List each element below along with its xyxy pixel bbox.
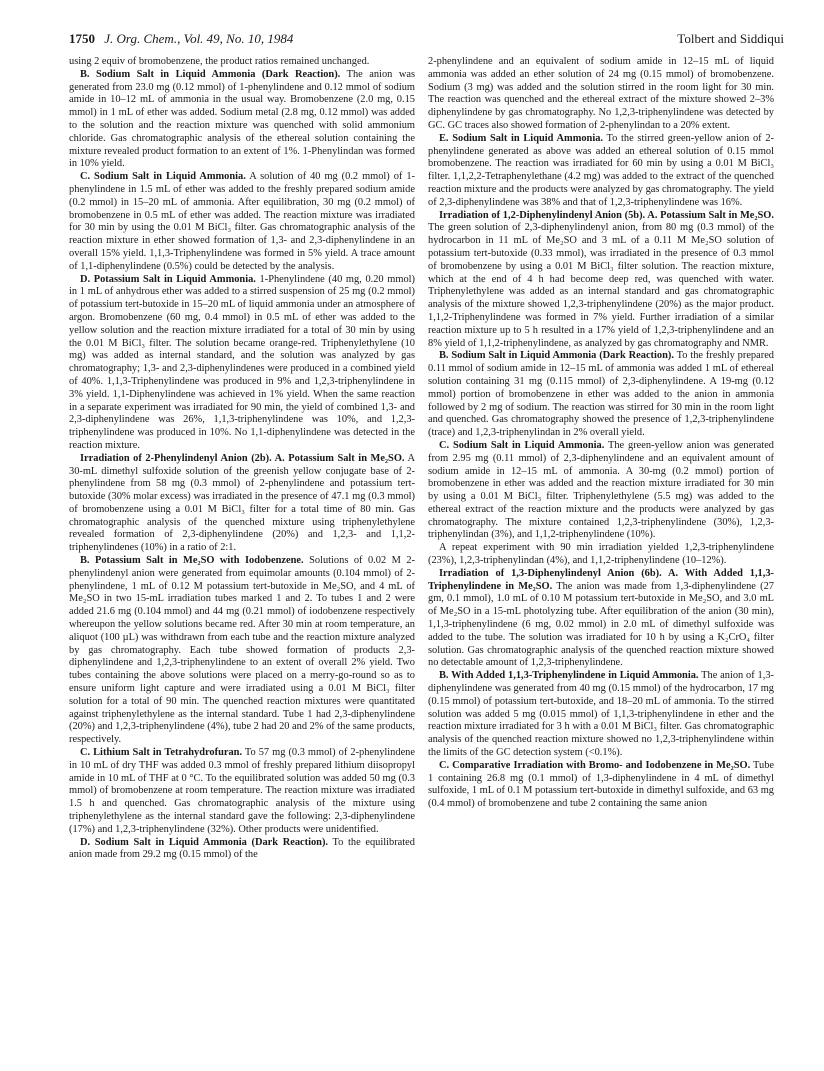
paragraph-text: To the equilibrated anion made from 29.2 mg (0.15 mmol) of the: [69, 836, 415, 861]
paragraph: [428, 350, 774, 440]
paragraph-text: The green-yellow anion was generated from 2.95 mg (0.11 mmol) of 2,3-diphenylindene and an equivalent amount of sodium amide in 12–15 mL of ammonia. A 30-mg (0.2 mmol) portion of bromobenzene in ether was added and the reaction mixture irradiated for 30 min by using a 0.01 M BiCl₃ filter. Triphenylethylene (5.5 mg) was added to the ethereal extract of the reaction mixture and the products were analyzed by gas chromatography. The mixture contained 1,2,3-triphenylindene (30%), 1,2,3-triphenylindan (3%), and 1,1,2-triphenylindene (10%).: [428, 439, 774, 541]
paragraph-heading: B. Potassium Salt in Me₂SO with Iodobenzene.: [80, 555, 304, 567]
paragraph: [428, 760, 774, 811]
paragraph-text: To the stirred green-yellow anion of 2-phenylindene generated as above was added an ethereal solution of 0.15 mmol bromobenzene. The reaction was irradiated for 60 min by using a 0.01 M BiCl₃ filter. 1,1,2,2-Tetraphenylethane (4.2 mg) was added to the extract of the quenched reaction mixture and the products were analyzed by gas chromatography. The yield of 2,3-diphenylindene was 38% and that of 1,2,3-triphenylindene was 16%.: [428, 132, 774, 208]
paragraph-text: Tube 1 containing 26.8 mg (0.1 mmol) of 1,3-diphenylindene in 4 mL of dimethyl sulfoxide, 1 mL of 0.1 M potassium tert-butoxide in dimethyl sulfoxide, and 63 mg (0.4 mmol) of bromobenzene and tube 2 containing the same anion: [428, 759, 774, 810]
paragraph-heading: C. Comparative Irradiation with Bromo- and Iodobenzene in Me₂SO.: [439, 759, 751, 771]
paragraph-heading: Irradiation of 1,2-Diphenylindenyl Anion (5b). A. Potassium Salt in Me₂SO.: [439, 209, 774, 221]
paragraph-heading: C. Sodium Salt in Liquid Ammonia.: [80, 171, 246, 183]
paragraph-heading: B. With Added 1,1,3-Triphenylindene in Liquid Ammonia.: [439, 670, 699, 682]
paragraph: [428, 56, 774, 133]
paragraph-heading: E. Sodium Salt in Liquid Ammonia.: [439, 132, 604, 144]
paragraph-text: Solutions of 0.02 M 2-phenylindenyl anion were generated from equimolar amounts (0.104 mmol) of 2-phenylindene, 1 mL of 0.12 M potassium tert-butoxide in Me₂SO, and 4 mL of Me₂SO in two 15-mL irradiation tubes marked 1 and 2. To tubes 1 and 2 were added 21.6 mg (0.104 mmol) and 44 mg (0.21 mmol) of iodobenzene respectively whereupon the yellow solutions became red. After 30 min at room temperature, an aliquot (100 µL) was withdrawn from each tube and the reaction mixture analyzed by gas chromatography. Each tube showed formation of products 2,3-diphenylindene and 1,2,3-triphenylindene to an extent of overall 2% yield. Two tubes containing the above solutions were placed on a merry-go-round so as to ensure uniform light capture and were irradiated using a 0.01 M BiCl₃ filter solution for a total of 90 min. The quenched reaction mixtures were quantitated against triphenylethylene as the internal standard. Tube 1 had 2,3-diphenylindene (20%) and 1,2,3-triphenylindene (4%), tube 2 had 20 and 2% of the same products, respectively.: [69, 555, 415, 746]
paragraph-heading: Irradiation of 2-Phenylindenyl Anion (2b). A. Potassium Salt in Me₂SO.: [80, 452, 405, 464]
paragraph: [428, 670, 774, 760]
paragraph-heading: D. Sodium Salt in Liquid Ammonia (Dark Reaction).: [80, 836, 329, 848]
journal-citation: J. Org. Chem., Vol. 49, No. 10, 1984: [104, 31, 294, 46]
paragraph-heading: B. Sodium Salt in Liquid Ammonia (Dark Reaction).: [439, 350, 674, 362]
page-number: 1750: [69, 31, 95, 46]
paragraph: [69, 747, 415, 837]
paragraph-text: using 2 equiv of bromobenzene, the product ratios remained unchanged.: [69, 56, 370, 67]
paragraph-heading: Irradiation of 1,3-Diphenylindenyl Anion (6b). A. With Added 1,1,3-Triphenylindene in Me₂SO.: [428, 567, 774, 592]
paragraph-heading: C. Sodium Salt in Liquid Ammonia.: [439, 439, 605, 451]
paragraph: [428, 568, 774, 670]
paragraph: [69, 555, 415, 747]
paragraph: [69, 56, 415, 69]
paragraph-text: The anion was made from 1,3-diphenylindene (27 gm, 0.1 mmol), 1.0 mL of 0.10 M potassium tert-butoxide in Me₂SO, and 3.0 mL of Me₂SO in a 15-mL photolyzing tube. After equilibration of the anion (30 min), 1,1,3-triphenylindene (6 mg, 0.02 mmol) in 2.0 mL of dimethyl sulfoxide was added to the tube. The solution was irradiated for 10 h by using a K₂CrO₄ filter solution. Gas chromatographic analysis of the quenched reaction mixture showed no detectable amount of 1,2,3-triphenylindene.: [428, 580, 774, 669]
paragraph: [428, 542, 774, 568]
paragraph: [69, 171, 415, 273]
paragraph-heading: D. Potassium Salt in Liquid Ammonia.: [80, 273, 256, 285]
paragraph-text: The anion was generated from 23.0 mg (0.12 mmol) of 1-phenylindene and 0.12 mmol of sodium amide in 10–12 mL of ammonia in the usual way. Bromobenzene (2.0 mg, 0.15 mmol) in 1 mL of ether was added. Sodium metal (2.8 mg, 0.12 mmol) was added to the solution and the reaction mixture was quenched with solid ammonium chloride. Gas chromatographic analysis of the ethereal solution containing the mixture revealed product formation to an extent of 1%. 1-Phenylindan was formed in 10% yield.: [69, 68, 415, 170]
paragraph-text: The anion of 1,3-diphenylindene was generated from 40 mg (0.15 mmol) of the hydrocarbon, 17 mg (0.15 mmol) of potassium tert-butoxide, and 18–20 mL of ammonia. To the stirred solution was added 5 mg (0.015 mmol) of 1,1,3-triphenylindene in ether and the reaction mixture irradiated for 3 h with a 0.01 M BiCl₃ filter. Gas chromatographic analysis of the quenched reaction mixture showed no 1,2,3-triphenylindene within the limits of the GC detection system (<0.1%).: [428, 670, 774, 759]
paragraph-text: A 30-mL dimethyl sulfoxide solution of the greenish yellow conjugate base of 2-phenylindene from 58 mg (0.3 mmol) of 2-phenylindene and potassium tert-butoxide (30% molar excess) was irradiated in the presence of 47.1 mg (0.3 mmol) of bromobenzene using a 0.01 M BiCl₃ filter for a total time of 80 min. Gas chromatographic analysis of the quenched mixture using triphenylethylene revealed formation of 2,3-diphenylindene (20%) and 1,2,3- and 1,1,2-triphenylindenes (10%) in a ratio of 2:1.: [69, 452, 415, 554]
paragraph: [69, 837, 415, 863]
paragraph-text: A solution of 40 mg (0.2 mmol) of 1-phenylindene in 1.5 mL of ether was added to the freshly prepared sodium amide (0.2 mmol) in 15–20 mL of ammonia. After equilibration, 30 mg (0.2 mmol) of bromobenzene in 0.5 mL of ether was added. The reaction mixture was irradiated for 30 min by using the 0.01 M BiCl₃ filter. Gas chromatographic analysis of the reaction mixture in ether showed formation of 1,3- and 2,3-diphenylindene in an overall 15% yield. 1,1,3-Triphenylindene was formed in 5% yield. A trace amount of 1,1-diphenylindene (0.5%) could be detected by the analysis.: [69, 171, 415, 272]
paragraph-text: To the freshly prepared 0.11 mmol of sodium amide in 12–15 mL of ammonia was added 1 mL of ethereal solution containing 31 mg (0.115 mmol) of 2,3-diphenylindene. A 19-mg (0.12 mmol) portion of bromobenzene in ether was added to the anion in ammonia followed by 2 mg of sodium. The reaction was stirred for 30 min in the room light and quenched. Gas chromatography showed the presence of 1,2,3-triphenylindene (trace) and 1,2,3-triphenylindan in 2% overall yield.: [428, 350, 775, 439]
paragraph-text: 2-phenylindene and an equivalent of sodium amide in 12–15 mL of liquid ammonia was added an ether solution of 24 mg (0.15 mmol) of bromobenzene. Sodium (3 mg) was added and the solution stirred in the room light for 30 min. The reaction was quenched and the ethereal extract of the mixture showed 2–3% diphenylindene by gas chromatography. No 1,2,3-triphenylindene was detected by GC. GC traces also showed formation of 2-phenylindan to a 20% extent.: [428, 56, 774, 131]
paragraph-text: To 57 mg (0.3 mmol) of 2-phenylindene in 10 mL of dry THF was added 0.3 mmol of freshly prepared lithium diisopropyl amide in 10 mL of THF at 0 °C. To the equilibrated solution was added 50 mg (0.3 mmol) of bromobenzene at room temperature. The reaction mixture was irradiated 1.5 h and quenched. Gas chromatographic analysis of the mixture using triphenylethylene as the internal standard gave the following: 2,3-diphenylindene (17%) and 1,2,3-triphenylindene (32%). Other products were unidentified.: [69, 747, 415, 835]
paragraph: [428, 440, 774, 542]
right-text-column: [428, 56, 774, 811]
running-head-authors: Tolbert and Siddiqui: [677, 31, 784, 46]
paragraph: [69, 453, 415, 555]
paragraph-text: The green solution of 2,3-diphenylindenyl anion, from 80 mg (0.3 mmol) of the hydrocarbon in 11 mL of Me₂SO and 3 mL of a 0.11 M Me₂SO solution of potassium tert-butoxide (0.33 mmol), was irradiated in the presence of 0.3 mmol of bromobenzene by using a 0.01 M BiCl₃ filter solution. The reaction mixture, which at the end of 4 h had become deep red, was quenched with water. Triphenylethylene was added as an internal standard and gas chromatographic analysis of the mixture showed 1,2,3-triphenylindene (20%) as the major product. 1,1,2-Triphenylindene was formed in 7% yield. Further irradiation of a similar reaction mixture up to 5 h resulted in a 17% yield of 1,2,3-triphenylindene and an 8% yield of 1,1,2-triphenylindene, as analyzed by gas chromatography and NMR.: [428, 222, 774, 349]
paragraph-heading: C. Lithium Salt in Tetrahydrofuran.: [80, 747, 243, 759]
paragraph: [69, 274, 415, 453]
paragraph: [428, 133, 774, 210]
paragraph: [69, 69, 415, 171]
paragraph-text: 1-Phenylindene (40 mg, 0.20 mmol) in 1 mL of anhydrous ether was added to a stirred suspension of 25 mg (0.2 mmol) of potassium tert-butoxide in 15–20 mL of liquid ammonia under an atmosphere of argon. Bromobenzene (60 mg, 0.4 mmol) in 0.5 mL of ether was added to the yellow solution and the reaction mixture irradiated for a total of 30 min by using the 0.01 M BiCl₃ filter. The solution became orange-red. Triphenylethylene (10 mg) was added as internal standard, and the solution was analyzed by gas chromatography; 1,3- and 2,3-diphenylindenes were produced in a combined yield of 40%. 1,1,3-Triphenylindene was produced in 9% and 1,2,3-triphenylindene in 3% yield. 1,1-Diphenylindene was achieved in 1% yield. When the same reaction in a separate experiment was irradiated for 90 min, the yield of combined 1,3- and 2,3-diphenylindene was 26%, 1,1,3-triphenylindene was 10%, and 1,2,3-triphenylindene was produced in 10%. No 1,1-diphenylindene was detected in the reaction mixture.: [69, 273, 415, 451]
paragraph: [428, 210, 774, 351]
paragraph-text: A repeat experiment with 90 min irradiation yielded 1,2,3-triphenylindene (23%), 1,2,3-triphenylindan (4%), and 1,1,2-triphenylindene (10–12%).: [428, 542, 774, 567]
paragraph-heading: B. Sodium Salt in Liquid Ammonia (Dark Reaction).: [80, 68, 341, 80]
left-text-column: [69, 56, 415, 862]
running-header: [69, 30, 784, 50]
